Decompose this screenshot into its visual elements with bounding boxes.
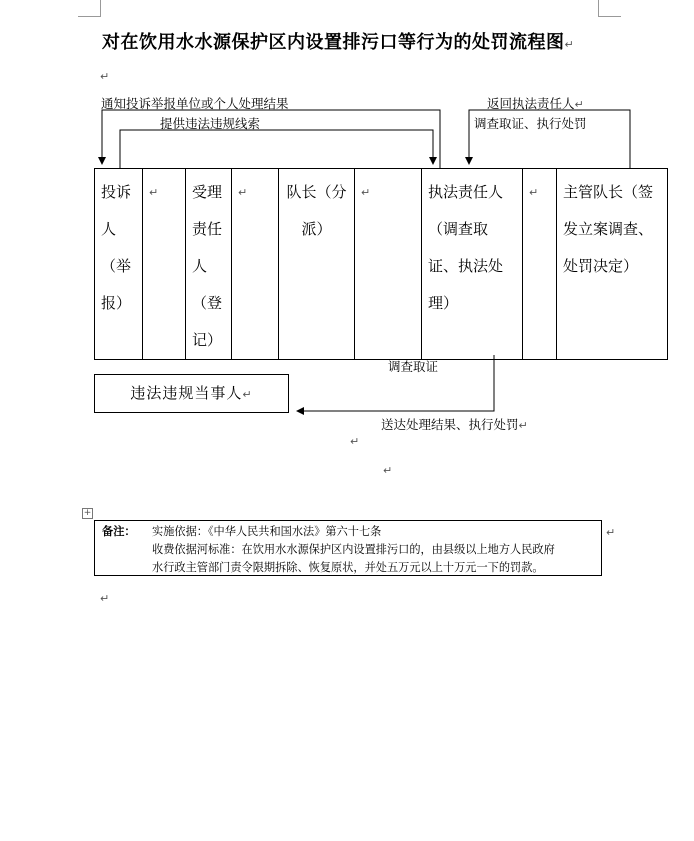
table-move-handle-icon[interactable]: + xyxy=(83,508,92,518)
flow-cell-director: 主管队长（签发立案调查、处罚决定） xyxy=(557,169,668,360)
flow-spacer: ↵ xyxy=(523,169,557,360)
label-notify-result: 通知投诉举报单位或个人处理结果 xyxy=(101,96,289,111)
page-title: 对在饮用水水源保护区内设置排污口等行为的处罚流程图↵ xyxy=(102,32,575,53)
flow-spacer: ↵ xyxy=(355,169,422,360)
label-investigate-enforce: 调查取证、执行处罚 xyxy=(474,116,587,131)
paragraph-mark: ↵ xyxy=(100,592,110,605)
party-box: 违法违规当事人↵ xyxy=(94,374,289,413)
arrow-provide-clues xyxy=(120,130,433,168)
notes-label: 备注： xyxy=(102,525,136,538)
arrow-notify-complainant xyxy=(102,110,440,168)
label-provide-clues: 提供违法违规线索 xyxy=(160,116,261,131)
flow-cell-captain: 队长（分派） xyxy=(279,169,355,360)
flow-spacer: ↵ xyxy=(232,169,279,360)
arrow-deliver-party xyxy=(297,355,494,411)
flow-cell-enforcer: 执法责任人（调查取证、执法处理） xyxy=(422,169,523,360)
paragraph-mark: ↵ xyxy=(383,464,393,477)
label-return-enforcer: 返回执法责任人↵ xyxy=(487,96,584,111)
paragraph-mark: ↵ xyxy=(350,435,360,448)
notes-line: 水行政主管部门责令限期拆除、恢复原状，并处五万元以上十万元一下的罚款。 xyxy=(152,561,544,574)
notes-line: 实施依据：《中华人民共和国水法》第六十七条 xyxy=(152,525,382,538)
paragraph-mark: ↵ xyxy=(100,70,110,83)
flow-cell-acceptor: 受理责任人（登记） xyxy=(186,169,232,360)
paragraph-mark: ↵ xyxy=(606,526,616,539)
label-investigate: 调查取证 xyxy=(388,359,439,374)
arrow-return-enforcer xyxy=(469,110,630,168)
flow-cell-complainant: 投诉人（举报） xyxy=(95,169,143,360)
notes-line: 收费依据河标准：在饮用水水源保护区内设置排污口的，由县级以上地方人民政府 xyxy=(152,543,555,556)
flow-spacer: ↵ xyxy=(143,169,186,360)
label-deliver-result: 送达处理结果、执行处罚↵ xyxy=(381,417,528,432)
